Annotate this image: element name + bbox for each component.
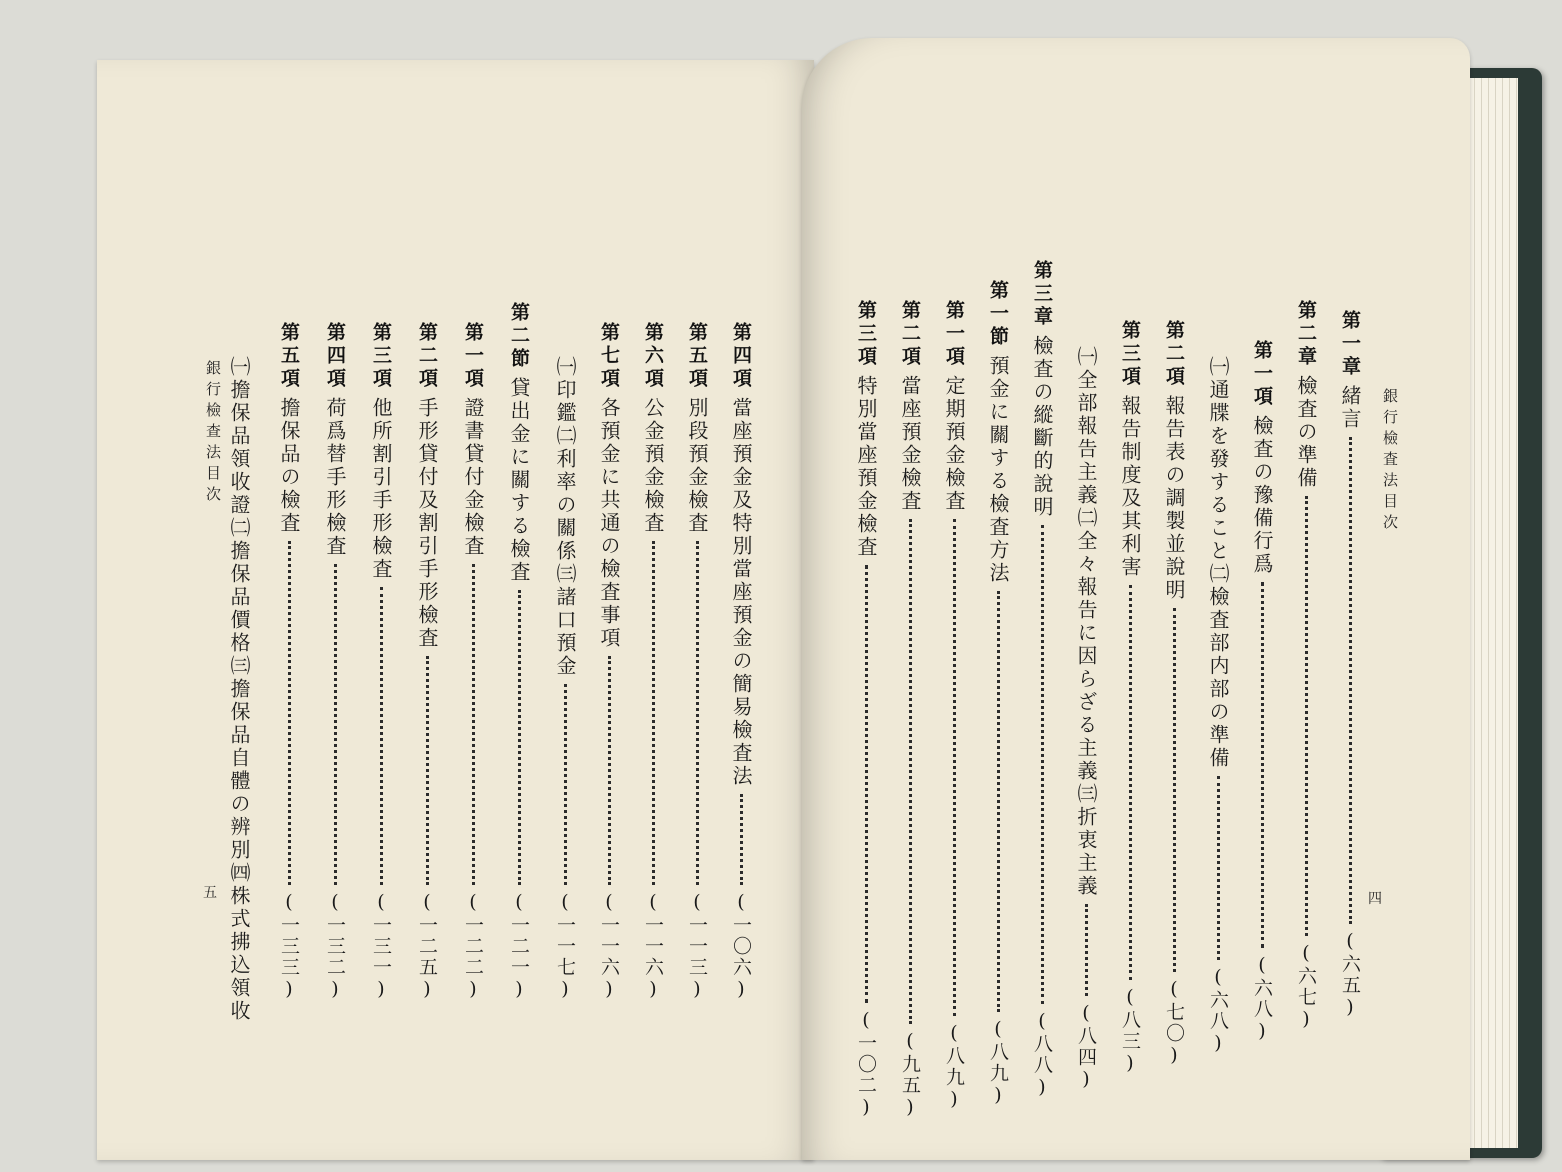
dot-leader	[380, 587, 383, 885]
entry-head: 第二項	[416, 322, 438, 391]
entry-head: 第二章	[1295, 300, 1317, 369]
entry-head: 第四項	[324, 322, 346, 391]
entry-title: 當座預金及特別當座預金の簡易檢査法	[729, 397, 753, 788]
entry-title: 別段預金檢査	[685, 397, 709, 535]
entry-title: 證書貸付金檢査	[461, 397, 485, 558]
dot-leader	[1349, 437, 1352, 924]
entry-title: 定期預金檢査	[942, 375, 966, 513]
entry-head: 第三項	[855, 300, 877, 369]
dot-leader	[953, 519, 956, 1016]
entry-title: 各預金に共通の檢査事項	[597, 397, 621, 650]
dot-leader	[1129, 585, 1132, 980]
running-title: 銀行檢査法目次	[1381, 388, 1399, 535]
toc-entry	[1026, 260, 1058, 1100]
toc-entry	[637, 322, 669, 1002]
dot-leader	[1217, 776, 1220, 960]
entry-page: (八四)	[1075, 1002, 1097, 1092]
toc-entry	[1246, 340, 1278, 1044]
toc-entry	[938, 300, 970, 1112]
entry-page: (六八)	[1207, 966, 1229, 1056]
entry-head: 第一項	[462, 322, 484, 391]
right-page	[802, 38, 1470, 1160]
entry-page: (一二二)	[462, 891, 484, 1002]
entry-title: 擔保品の檢査	[277, 397, 301, 535]
entry-page: (一三一)	[370, 891, 392, 1002]
entry-page: (一一六)	[642, 891, 664, 1002]
entry-head: 第一項	[1251, 340, 1273, 409]
entry-page: (一〇六)	[730, 891, 752, 1002]
entry-title: 報告制度及其利害	[1118, 395, 1142, 579]
entry-title: 他所割引手形檢査	[369, 397, 393, 581]
entry-page: (一二五)	[416, 891, 438, 1002]
dot-leader	[1305, 496, 1308, 936]
entry-title: 特別當座預金檢査	[854, 375, 878, 559]
entry-page: (一一六)	[598, 891, 620, 1002]
entry-title: 手形貸付及割引手形檢査	[415, 397, 439, 650]
toc-entry	[1158, 320, 1190, 1068]
entry-page: (一三二)	[324, 891, 346, 1002]
entry-title: 檢査の豫備行爲	[1250, 415, 1274, 576]
entry-title: 荷爲替手形檢査	[323, 397, 347, 558]
entry-page: (一一七)	[554, 891, 576, 1002]
toc-entry	[1202, 350, 1234, 1056]
entry-title: 緒言	[1338, 385, 1362, 431]
toc-entry	[273, 322, 305, 1002]
entry-head: 第六項	[642, 322, 664, 391]
page-number: 五	[203, 885, 217, 901]
entry-head: 第二節	[508, 302, 530, 371]
toc-entry	[503, 302, 535, 1002]
running-title: 銀行檢查法目次	[204, 360, 222, 507]
dot-leader	[652, 541, 655, 885]
entry-page: (一二一)	[508, 891, 530, 1002]
toc-entry	[1290, 300, 1322, 1032]
entry-page: (八三)	[1119, 986, 1141, 1076]
toc-entry	[1070, 340, 1102, 1092]
entry-page: (八八)	[1031, 1010, 1053, 1100]
toc-entry	[365, 322, 397, 1002]
entry-title: 報告表の調製並說明	[1162, 395, 1186, 602]
toc-entry	[411, 322, 443, 1002]
dot-leader	[696, 541, 699, 885]
dot-leader	[472, 564, 475, 885]
entry-head: 第七項	[598, 322, 620, 391]
toc-entry	[681, 322, 713, 1002]
entry-head: 第一章	[1339, 310, 1361, 379]
entry-title: ㈠擔保品領收證㈡擔保品價格㈢擔保品自體の辨別㈣株式拂込領收	[227, 356, 251, 1023]
toc-entry	[593, 322, 625, 1002]
dot-leader	[1261, 582, 1264, 948]
entry-page: (六八)	[1251, 954, 1273, 1044]
entry-title: 檢査の準備	[1294, 375, 1318, 490]
dot-leader	[865, 565, 868, 1003]
entry-page: (六七)	[1295, 942, 1317, 1032]
toc-entry	[319, 322, 351, 1002]
entry-title: ㈠全部報告主義㈡全々報告に因らざる主義㈢折衷主義	[1074, 346, 1098, 898]
entry-page: (七〇)	[1163, 978, 1185, 1068]
dot-leader	[740, 794, 743, 885]
entry-page: (一三三)	[278, 891, 300, 1002]
entry-page: (八九)	[987, 1018, 1009, 1108]
dot-leader	[426, 656, 429, 885]
dot-leader	[288, 541, 291, 885]
toc-entry	[725, 322, 757, 1002]
toc-entry	[850, 300, 882, 1120]
entry-title: 貸出金に關する檢査	[507, 377, 531, 584]
dot-leader	[1173, 608, 1176, 972]
dot-leader	[997, 591, 1000, 1012]
entry-head: 第一節	[987, 280, 1009, 349]
entry-head: 第三項	[1119, 320, 1141, 389]
dot-leader	[1085, 904, 1088, 996]
dot-leader	[608, 656, 611, 885]
entry-title: ㈠印鑑㈡利率の關係㈢諸口預金	[553, 356, 577, 678]
entry-page: (一〇二)	[855, 1009, 877, 1120]
entry-head: 第五項	[686, 322, 708, 391]
toc-entry	[1114, 320, 1146, 1076]
entry-head: 第二項	[899, 300, 921, 369]
entry-page: (八九)	[943, 1022, 965, 1112]
entry-title: 當座預金檢査	[898, 375, 922, 513]
entry-title: ㈠通牒を發すること㈡檢査部内部の準備	[1206, 356, 1230, 770]
page-number: 四	[1368, 891, 1382, 907]
toc-entry	[457, 322, 489, 1002]
dot-leader	[564, 684, 567, 885]
entry-head: 第四項	[730, 322, 752, 391]
entry-head: 第三項	[370, 322, 392, 391]
entry-title: 公金預金檢査	[641, 397, 665, 535]
toc-entry	[982, 280, 1014, 1108]
left-page	[97, 60, 814, 1160]
entry-title: 預金に關する檢査方法	[986, 355, 1010, 585]
dot-leader	[1041, 525, 1044, 1004]
dot-leader	[518, 590, 521, 885]
toc-entry	[549, 350, 581, 1002]
entry-title: 檢査の縱斷的說明	[1030, 335, 1054, 519]
toc-entry	[1334, 310, 1366, 1020]
entry-head: 第二項	[1163, 320, 1185, 389]
dot-leader	[334, 564, 337, 885]
dot-leader	[909, 519, 912, 1024]
entry-page: (九五)	[899, 1030, 921, 1120]
entry-page: (六五)	[1339, 930, 1361, 1020]
entry-page: (一一三)	[686, 891, 708, 1002]
entry-head: 第五項	[278, 322, 300, 391]
entry-head: 第三章	[1031, 260, 1053, 329]
toc-entry	[894, 300, 926, 1120]
entry-head: 第一項	[943, 300, 965, 369]
